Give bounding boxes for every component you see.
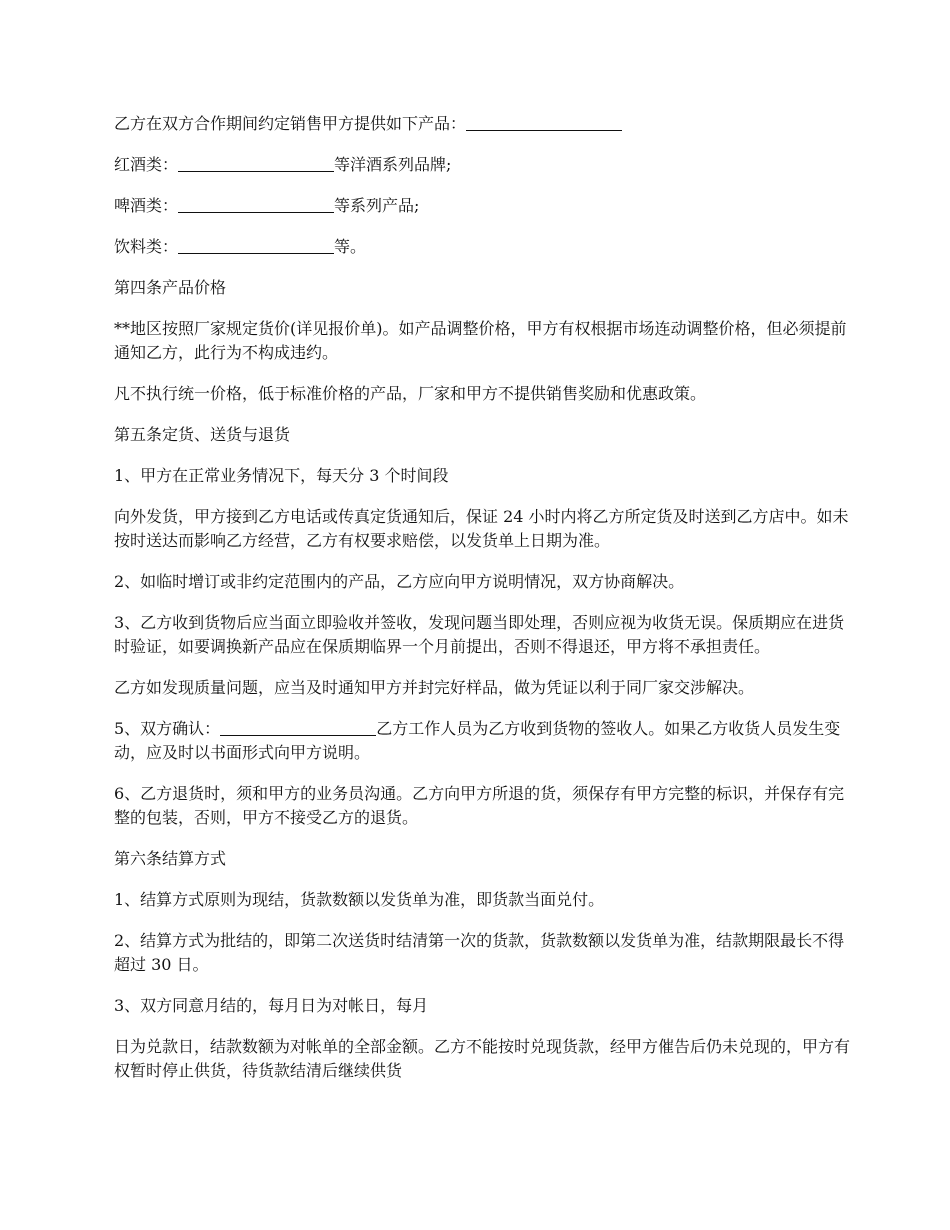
fill-blank-products (466, 112, 622, 131)
paragraph-beer (114, 194, 854, 218)
fill-blank-beer (178, 194, 334, 213)
paragraph-price-rule: **地区按照厂家规定货价(详见报价单)。如产品调整价格，甲方有权根据市场连动调整价格，但必须提前通知乙方，此行为不构成违约。 (114, 319, 847, 362)
section-heading-article-6: 第六条结算方式 (114, 849, 227, 868)
paragraph-wine (114, 153, 854, 177)
paragraph-delivery-5 (114, 717, 854, 765)
section-heading-article-4: 第四条产品价格 (114, 278, 227, 297)
paragraph-delivery-3: 3、乙方收到货物后应当面立即验收并签收，发现问题当即处理，否则应视为收货无误。保质期应在进货时验证，如要调换新产品应在保质期临界一个月前提出，否则不得退还，甲方将不承担责任。 (114, 613, 845, 656)
fill-blank-beverage (178, 235, 334, 254)
paragraph-delivery-1: 1、甲方在正常业务情况下，每天分 3 个时间段 (114, 466, 449, 485)
paragraph-text: 5、双方确认： (114, 719, 221, 738)
paragraph-beverage (114, 235, 854, 259)
paragraph-text: 乙方在双方合作期间约定销售甲方提供如下产品： (114, 114, 467, 133)
paragraph-delivery-6: 6、乙方退货时，须和甲方的业务员沟通。乙方向甲方所退的货，须保存有甲方完整的标识，并保存有完整的包装，否则，甲方不接受乙方的退货。 (114, 784, 845, 827)
paragraph-text: 等系列产品; (334, 196, 420, 215)
paragraph-quality-issue: 乙方如发现质量问题，应当及时通知甲方并封完好样品，做为凭证以利于同厂家交涉解决。 (114, 678, 755, 697)
document-body (114, 112, 854, 1100)
paragraph-text: 乙方工作人员为乙方收到货物的签收人。如果乙方收货人员发生变动，应及时以书面形式向甲方说明。 (114, 719, 841, 762)
fill-blank-wine (178, 153, 334, 172)
paragraph-settlement-detail: 日为兑款日，结款数额为对帐单的全部金额。乙方不能按时兑现货款，经甲方催告后仍未兑现的，甲方有权暂时停止供货，待货款结清后继续供货 (114, 1037, 851, 1080)
paragraph-settlement-3: 3、双方同意月结的，每月日为对帐日，每月 (114, 996, 429, 1015)
paragraph-text: 红酒类： (114, 155, 179, 174)
paragraph-text: 等。 (334, 237, 367, 256)
paragraph-price-penalty: 凡不执行统一价格，低于标准价格的产品，厂家和甲方不提供销售奖励和优惠政策。 (114, 384, 707, 403)
paragraph-text: 饮料类： (114, 237, 179, 256)
paragraph-delivery-2: 2、如临时增订或非约定范围内的产品，乙方应向甲方说明情况，双方协商解决。 (114, 572, 685, 591)
paragraph-text: 等洋酒系列品牌; (334, 155, 452, 174)
section-heading-article-5: 第五条定货、送货与退货 (114, 425, 291, 444)
fill-blank-confirm (220, 717, 376, 736)
paragraph-settlement-1: 1、结算方式原则为现结，货款数额以发货单为准，即货款当面兑付。 (114, 890, 605, 909)
paragraph-products-intro (114, 112, 854, 136)
paragraph-delivery-detail: 向外发货，甲方接到乙方电话或传真定货通知后，保证 24 小时内将乙方所定货及时送到乙方店中。如未按时送达而影响乙方经营，乙方有权要求赔偿，以发货单上日期为准。 (114, 507, 849, 550)
paragraph-settlement-2: 2、结算方式为批结的，即第二次送货时结清第一次的货款，货款数额以发货单为准，结款期限最长不得超过 30 日。 (114, 931, 845, 974)
paragraph-text: 啤酒类： (114, 196, 179, 215)
